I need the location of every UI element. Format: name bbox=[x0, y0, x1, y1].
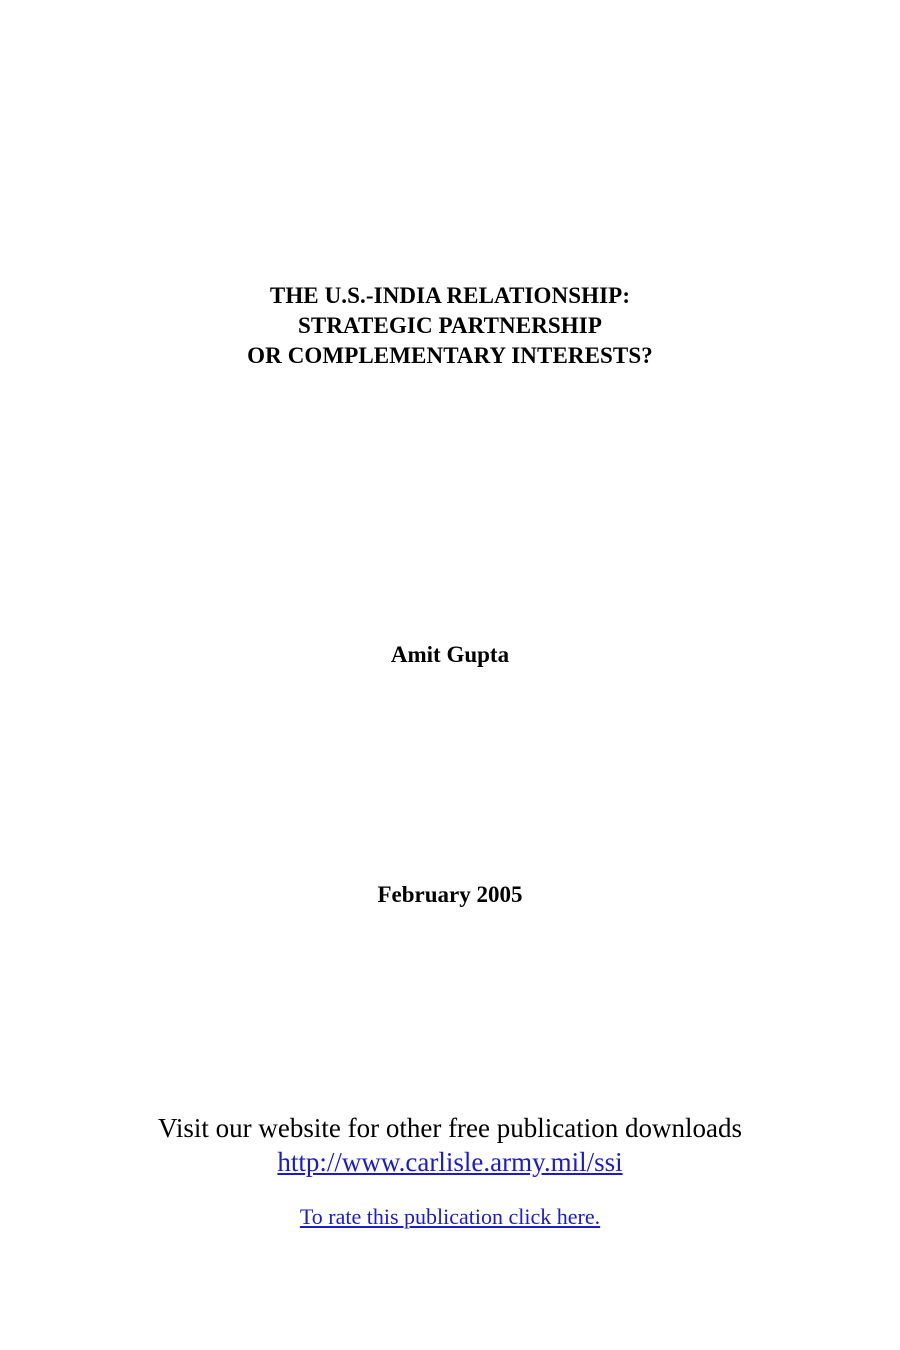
website-url-link[interactable]: http://www.carlisle.army.mil/ssi bbox=[277, 1147, 623, 1177]
title-line-1: THE U.S.-INDIA RELATIONSHIP: bbox=[269, 283, 631, 308]
website-notice bbox=[0, 1111, 900, 1179]
title-line-2: STRATEGIC PARTNERSHIP bbox=[298, 313, 602, 338]
document-title bbox=[0, 281, 900, 371]
rate-publication-link[interactable]: To rate this publication click here. bbox=[299, 1204, 601, 1229]
publication-date: February 2005 bbox=[377, 882, 523, 907]
title-line-3: OR COMPLEMENTARY INTERESTS? bbox=[247, 343, 653, 368]
author-name: Amit Gupta bbox=[390, 642, 510, 667]
website-url-line bbox=[0, 1145, 900, 1179]
website-notice-text: Visit our website for other free publication downloads bbox=[158, 1113, 742, 1143]
rate-publication bbox=[0, 1203, 900, 1231]
